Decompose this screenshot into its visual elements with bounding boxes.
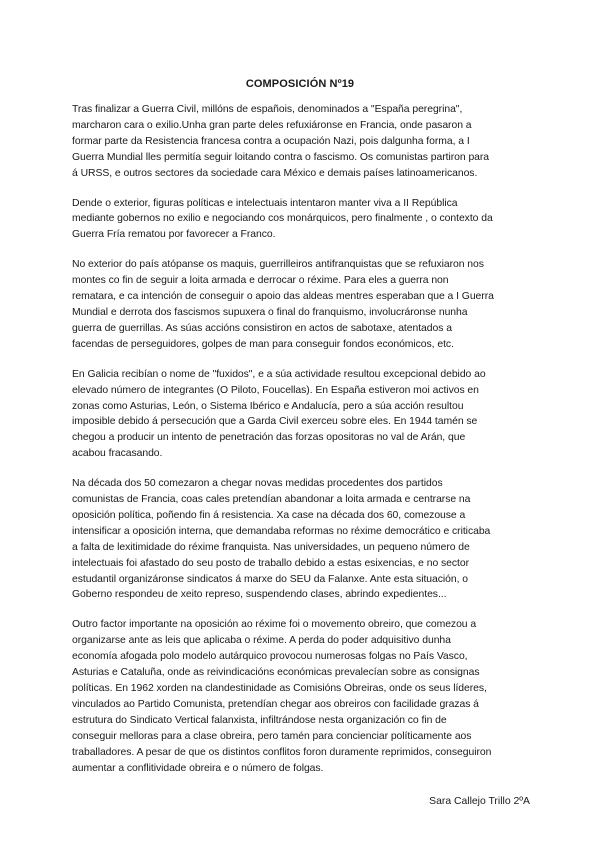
paragraph-republic-in-exile: Dende o exterior, figuras políticas e intelectuais intentaron manter viva a II República mediante gobernos no exilio e negociando cos monárquicos, pero finalmente , o contexto da Guerra Fría rematou por favorecer a Franco. <box>72 197 493 241</box>
paragraph-maquis: No exterior do país atópanse os maquis, guerrilleiros antifranquistas que se refuxiaron nos montes co fin de seguir a loita armada e derrocar o réxime. Para eles a guerra non rematara, e ca intención de conseguir o apoio das aldeas mentres esperaban que a I Guerra Mundial e derrota dos fascismos supuxera o final do franquismo, involucráronse nunha guerra de guerrillas. As súas accións consistiron en actos de sabotaxe, atentados a facendas de perseguidores, golpes de man para conseguir fondos económicos, etc. <box>72 259 494 350</box>
paragraph-exile: Tras finalizar a Guerra Civil, millóns de españois, denominados a "España peregrina", marcharon cara o exilio.Unha gran parte deles refuxiáronse en Francia, onde pasaron a formar parte da Resistencia francesa contra a ocupación Nazi, pois dalgunha forma, a I Guerra Mundial lles permitía seguir loitando contra o fascismo. Os comunistas partiron para á URSS, e outros sectores da sociedade cara México e demais países latinoamericanos. <box>72 104 490 179</box>
document-body <box>72 102 532 790</box>
paragraph-workers-movement: Outro factor importante na oposición ao réxime foi o movemento obreiro, que comezou a organizarse ante as leis que aplicaba o réxime. A perda do poder adquisitivo dunha economía afogada polo modelo autárquico provocou numerosas folgas no País Vasco, Asturias e Cataluña, onde as reivindicacións económicas prevalecían sobre as consignas políticas. En 1962 xorden na clandestinidade as Comisións Obreiras, onde os seus líderes, vinculados ao Partido Comunista, pretendían chegar aos obreiros con facilidade grazas á estrutura do Sindicato Vertical falanxista, infiltrándose nesta organización co fin de conseguir melloras para a clase obreira, pero tamén para concienciar políticamente aos traballadores. A pesar de que os distintos conflitos foron duramente reprimidos, conseguiron aumentar a conflitividade obreira e o número de folgas. <box>72 619 492 774</box>
paragraph-fifties-opposition: Na década dos 50 comezaron a chegar novas medidas procedentes dos partidos comunistas de Francia, coas cales pretendían abandonar a loita armada e centrarse na oposición política, poñendo fin á resistencia. Xa case na década dos 60, comezouse a intensificar a oposición interna, que demandaba reformas no réxime democrático e criticaba a falta de lexitimidade do réxime franquista. Nas universidades, un pequeno número de intelectuais foi afastado do seu posto de traballo debido a estas esixencias, e no sector estudantil organizáronse sindicatos á marxe do SEU da Falanxe. Ante esta situación, o Goberno respondeu de xeito represo, suspendendo clases, abrindo expedientes... <box>72 478 491 601</box>
author-signature: Sara Callejo Trillo 2ºA <box>429 796 530 807</box>
paragraph-galicia: En Galicia recibían o nome de "fuxidos", e a súa actividade resultou excepcional debido ao elevado número de integrantes (O Piloto, Foucellas). En España estiveron moi activos en zonas como Asturias, León, o Sistema Ibérico e Andalucía, pero a súa acción resultou imposible debido á persecución que a Garda Civil exerceu sobre eles. En 1944 tamén se chegou a producir un intento de penetración das forzas opositoras no val de Arán, que acabou fracasando. <box>72 368 486 460</box>
document-title: COMPOSICIÓN Nº19 <box>245 78 355 90</box>
